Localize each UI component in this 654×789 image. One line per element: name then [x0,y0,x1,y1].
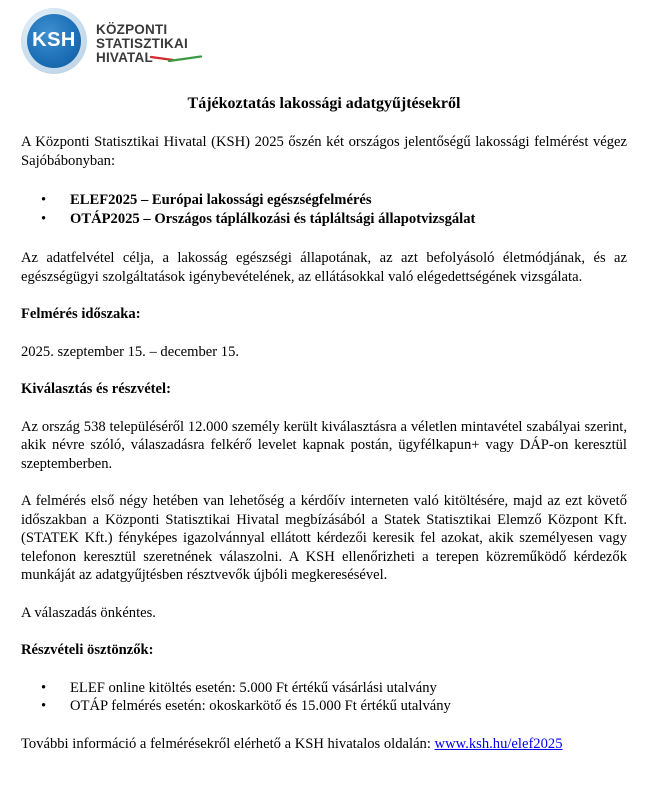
logo-name-line: KÖZPONTI [96,22,168,37]
list-item [21,210,627,229]
bullet-icon: • [41,679,47,696]
footer-paragraph [21,735,627,754]
logo-name-line: HIVATAL [96,50,153,65]
incentive-list [21,679,627,716]
incentive-text: ELEF online kitöltés esetén: 5.000 Ft értékű vásárlási utalvány [70,679,437,696]
intro-paragraph: A Központi Statisztikai Hivatal (KSH) 2025 őszén két országos jelentőségű lakossági felmérést végez Sajóbábonyban: [21,134,627,169]
notice-body [21,94,627,753]
survey-name: OTÁP2025 – Országos táplálkozási és tápláltsági állapotvizsgálat [70,210,476,227]
selection-heading: Kiválasztás és részvétel: [21,381,171,397]
survey-list [21,191,627,228]
selection-paragraph: Az ország 538 településéről 12.000 személy került kiválasztásra a véletlen mintavétel szabályai szerint, akik névre szóló, válaszadásra felkérő levelet kapnak postán, ügyfélkapun+ vagy DÁP-on keresztül szeptemberben. [21,418,627,472]
purpose-paragraph: Az adatfelvétel célja, a lakosság egészségi állapotának, az azt befolyásoló életmódjának, és az egészségügyi szolgáltatások igénybevételének, az ellátásokkal való elégedettségének vizsgálata. [21,250,627,285]
page-title: Tájékoztatás lakossági adatgyűjtésekről [187,95,461,112]
list-item [21,191,627,210]
ksh-logo [21,8,201,78]
footer-text: További információ a felmérésekről elérhető a KSH hivatalos oldalán: [21,735,435,752]
logo-abbreviation: KSH [32,29,76,51]
elef-website-link[interactable]: www.ksh.hu/elef2025 [434,735,563,752]
list-item [21,697,627,716]
bullet-icon: • [41,698,47,714]
list-item [21,679,627,698]
logo-name-line: STATISZTIKAI [96,36,188,51]
period-text: 2025. szeptember 15. – december 15. [21,343,240,360]
fieldwork-paragraph: A felmérés első négy hetében van lehetőség a kérdőív interneten való kitöltésére, majd az ezt követő időszakban a Központi Statisztikai Hivatal megbízásából a Statek Statisztikai Elemző Központ Kft. (STATEK Kft.) fényképes igazolvánnyal ellátott kérdezői keresik fel azokat, akik személyesen vagy telefonon keresztül szeretnének válaszolni. A KSH ellenőrizheti a terepen közreműködő kérdezők munkáját az adatgyűjtésben résztvevők újbóli megkeresésével. [21,493,627,583]
period-heading: Felmérés időszaka: [21,306,141,322]
incentives-heading: Részvételi ösztönzők: [21,642,154,658]
bullet-icon: • [41,210,47,227]
voluntary-note: A válaszadás önkéntes. [21,604,156,621]
survey-name: ELEF2025 – Európai lakossági egészségfelmérés [70,192,372,208]
incentive-text: OTÁP felmérés esetén: okoskarkötő és 15.000 Ft értékű utalvány [70,698,451,714]
flag-stripes-icon [149,55,203,63]
bullet-icon: • [41,192,47,208]
logo-emblem [21,8,87,74]
